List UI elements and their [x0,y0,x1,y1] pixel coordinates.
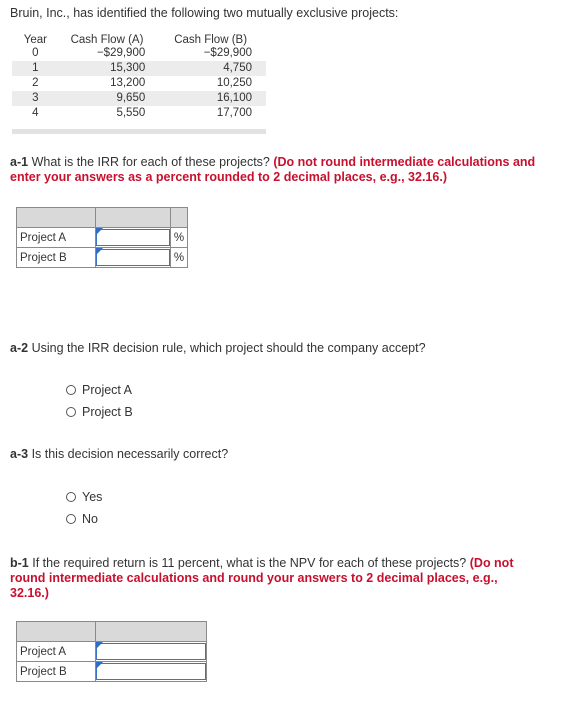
cash-flow-a-cell: 15,300 [59,61,156,76]
year-cell: 1 [12,61,59,76]
answer-flag-icon [96,642,103,649]
answer-flag-icon [96,228,103,235]
answer-flag-icon [96,662,103,669]
cash-flow-a-cell: −$29,900 [59,46,156,61]
radio-label: Yes [82,490,103,504]
table-row [12,61,266,76]
cash-flow-b-cell: 17,700 [155,106,266,121]
cash-flow-a-cell: 9,650 [59,91,156,106]
npv-project-a-cell [96,642,207,662]
question-a3-number: a-3 [10,447,29,461]
table-row [17,248,188,268]
cash-flow-header-row [12,32,266,46]
header-cell [96,208,171,228]
table-row [17,662,207,682]
npv-answer-table [16,621,207,682]
question-a3 [10,447,555,462]
table-row [12,106,266,121]
npv-project-b-cell [96,662,207,682]
cash-flow-b-cell: 16,100 [155,91,266,106]
table-row [17,642,207,662]
radio-no[interactable] [66,512,98,526]
year-cell: 3 [12,91,59,106]
question-a2-number: a-2 [10,341,29,355]
header-cash-flow-a: Cash Flow (A) [70,34,144,46]
table-bottom-bar [12,129,266,134]
question-a2 [10,341,555,356]
radio-circle-icon[interactable] [66,514,76,524]
table-row [12,46,266,61]
cash-flow-a-cell: 5,550 [59,106,156,121]
irr-project-a-input[interactable] [96,229,170,246]
row-label: Project A [17,228,96,248]
radio-project-b[interactable] [66,405,133,419]
npv-project-b-input[interactable] [96,663,206,680]
radio-circle-icon[interactable] [66,407,76,417]
radio-label: Project A [82,383,133,397]
question-a1-number: a-1 [10,155,29,169]
header-cash-flow-b: Cash Flow (B) [174,34,248,46]
header-year: Year [23,34,47,46]
table-row [12,76,266,91]
radio-circle-icon[interactable] [66,385,76,395]
cash-flow-b-cell: −$29,900 [155,46,266,61]
radio-project-a[interactable] [66,383,132,397]
header-cell [17,622,96,642]
year-cell: 0 [12,46,59,61]
irr-answer-table [16,207,188,268]
answer-table-header [17,622,207,642]
question-b1-instruction: (Do not round intermediate calculations and round your answers to 2 decimal places, e.g., 32.16.) [10,556,514,600]
cash-flow-b-cell: 10,250 [155,76,266,91]
intro-text: Bruin, Inc., has identified the following two mutually exclusive projects: [10,6,399,20]
question-a1-text: What is the IRR for each of these projects? [31,155,270,169]
irr-project-b-cell [96,248,171,268]
table-row [17,228,188,248]
irr-project-a-cell [96,228,171,248]
header-cell [17,208,96,228]
radio-label: No [82,512,98,526]
table-row [12,91,266,106]
row-label: Project B [17,248,96,268]
year-cell: 4 [12,106,59,121]
radio-yes[interactable] [66,490,102,504]
question-a3-text: Is this decision necessarily correct? [31,447,229,461]
percent-unit: % [171,228,188,248]
answer-flag-icon [96,248,103,255]
irr-project-b-input[interactable] [96,249,170,266]
question-b1-number: b-1 [10,556,29,570]
question-a1 [10,155,555,185]
answer-table-header [17,208,188,228]
year-cell: 2 [12,76,59,91]
radio-circle-icon[interactable] [66,492,76,502]
header-cell [96,622,207,642]
row-label: Project A [17,642,96,662]
cash-flow-table [12,32,266,121]
radio-label: Project B [82,405,133,419]
question-a2-text: Using the IRR decision rule, which project should the company accept? [31,341,426,355]
row-label: Project B [17,662,96,682]
question-b1-text: If the required return is 11 percent, what is the NPV for each of these projects? [32,556,467,570]
header-cell [171,208,188,228]
question-a1-instruction: (Do not round intermediate calculations and enter your answers as a percent rounded to 2 decimal places, e.g., 32.16.) [10,155,536,184]
cash-flow-b-cell: 4,750 [155,61,266,76]
npv-project-a-input[interactable] [96,643,206,660]
percent-unit: % [171,248,188,268]
question-b1 [10,556,540,601]
cash-flow-a-cell: 13,200 [59,76,156,91]
